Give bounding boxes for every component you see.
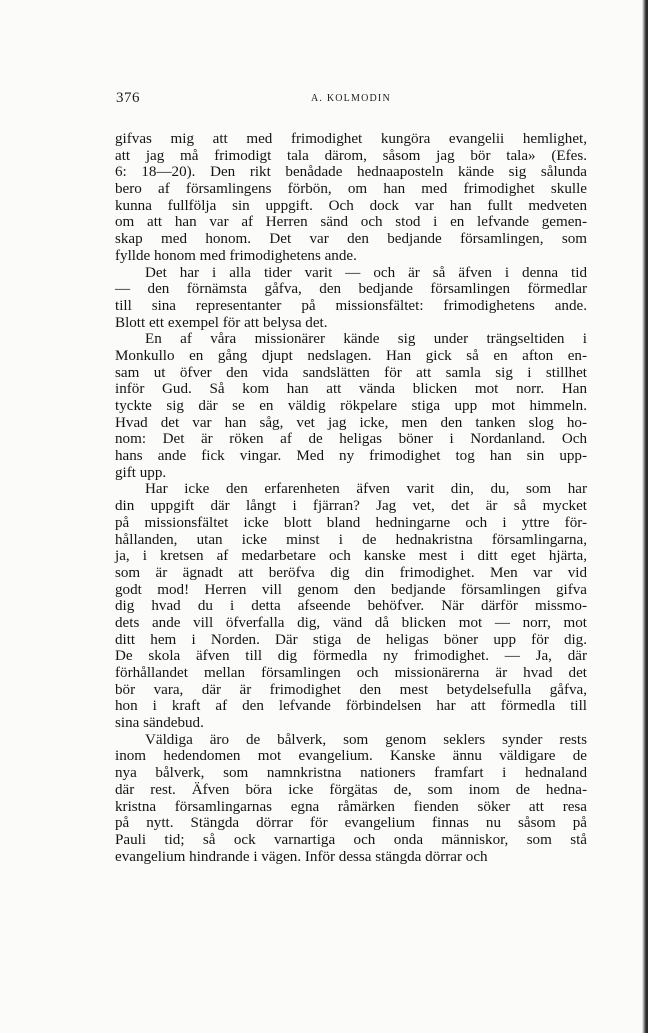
text-line: där rest. Äfven böra icke förgätas de, som inom de hedna- <box>115 781 587 798</box>
text-line: godt mod! Herren vill genom den bedjande församlingen gifva <box>115 581 587 598</box>
text-line: om att han var af Herren sänd och stod i en lefvande gemen- <box>115 214 587 231</box>
text-line: gifvas mig att med frimodighet kungöra evangelii hemlighet, <box>115 131 587 147</box>
text-line: att jag må frimodigt tala därom, såsom jag bör tala» (Efes. <box>115 147 587 164</box>
page-number: 376 <box>116 90 140 106</box>
text-line: dig hvad du i detta afseende behöfver. När därför missmo- <box>115 598 587 615</box>
text-line: Väldiga äro de bålverk, som genom seklers synder rests <box>145 731 587 748</box>
paragraph <box>115 131 587 265</box>
text-line: 6: 18—20). Den rikt benådade hednaaposteln kände sig sålunda <box>115 164 587 181</box>
text-line: hans ande fick vingar. Med ny frimodighet tog han sin upp- <box>115 448 587 465</box>
text-line: Pauli tid; så ock varnartiga och onda människor, som stå <box>115 831 587 848</box>
text-line: sam ut öfver den vida sandslätten för att samla sig i stillhet <box>115 364 587 381</box>
paragraph <box>115 481 587 731</box>
text-line: nya bålverk, som namnkristna nationers framfart i hednaland <box>115 765 587 782</box>
text-line: till sina representanter på missionsfältet: frimodighetens ande. <box>115 297 587 314</box>
page-header <box>116 90 586 110</box>
text-line: inom hedendomen mot evangelium. Kanske ännu väldigare de <box>115 748 587 765</box>
text-line: bero af församlingens förbön, om han med frimodighet skulle <box>115 181 587 198</box>
text-line: En af våra missionärer kände sig under trängseltiden i <box>145 331 587 348</box>
body-text <box>115 131 587 865</box>
text-line: inför Gud. Så kom han att vända blicken mot norr. Han <box>115 381 587 398</box>
text-line: Har icke den erfarenheten äfven varit din, du, som har <box>145 481 587 498</box>
text-line: — den förnämsta gåfva, den bedjande församlingen förmedlar <box>115 281 587 298</box>
text-line: Det har i alla tider varit — och är så äfven i denna tid <box>145 264 587 281</box>
text-line: hållanden, utan icke minst i de hednakristna församlingarna, <box>115 531 587 548</box>
text-line: dets ande vill öfverfalla dig, vänd då blicken mot — norr, mot <box>115 614 587 631</box>
text-line: på missionsfältet icke blott bland hedningarne och i yttre för- <box>115 514 587 531</box>
page-edge-shadow <box>642 0 648 1033</box>
text-line: sina sändebud. <box>115 715 204 732</box>
text-line: Hvad det var han såg, vet jag icke, men den tanken slog ho- <box>115 414 587 431</box>
paragraph <box>115 331 587 481</box>
text-line: Blott ett exempel för att belysa det. <box>115 314 328 331</box>
text-line: tyckte sig där se en väldig rökpelare stiga upp mot himmeln. <box>115 398 587 414</box>
text-line: fyllde honom med frimodighetens ande. <box>115 247 357 264</box>
text-line: ja, i kretsen af medarbetare och kanske mest i ditt eget hjärta, <box>115 548 587 565</box>
text-line: kunna fullfölja sin uppgift. Och dock var han fullt medveten <box>115 197 587 214</box>
text-line: skap med honom. Det var den bedjande församlingen, som <box>115 231 587 248</box>
text-line: Monkullo en gång djupt nedslagen. Han gick så en afton en- <box>115 347 587 364</box>
text-line: De skola äfven till dig förmedla ny frimodighet. — Ja, där <box>115 648 587 665</box>
text-line: gift upp. <box>115 464 167 481</box>
text-line: bör vara, där är frimodighet den mest betydelsefulla gåfva, <box>115 681 587 698</box>
text-line: på nytt. Stängda dörrar för evangelium finnas nu såsom på <box>115 815 587 832</box>
running-head: A. KOLMODIN <box>311 93 391 104</box>
text-line: din uppgift där långt i fjärran? Jag vet, det är så mycket <box>115 498 587 515</box>
text-line: som är ägnadt att beröfva dig din frimodighet. Men var vid <box>115 564 587 581</box>
paragraph <box>115 732 587 866</box>
text-line: hon i kraft af den lefvande förbindelsen har att förmedla till <box>115 698 587 715</box>
text-line: ditt hem i Norden. Där stiga de heligas böner upp för dig. <box>115 631 587 648</box>
text-line: förhållandet mellan församlingen och missionärerna är hvad det <box>115 665 587 681</box>
text-line: evangelium hindrande i vägen. Inför dessa stängda dörrar och <box>115 848 488 865</box>
text-line: nom: Det är röken af de heligas böner i Nordanland. Och <box>115 431 587 448</box>
text-line: kristna församlingarnas egna råmärken fienden söker att resa <box>115 798 587 815</box>
paragraph <box>115 265 587 332</box>
